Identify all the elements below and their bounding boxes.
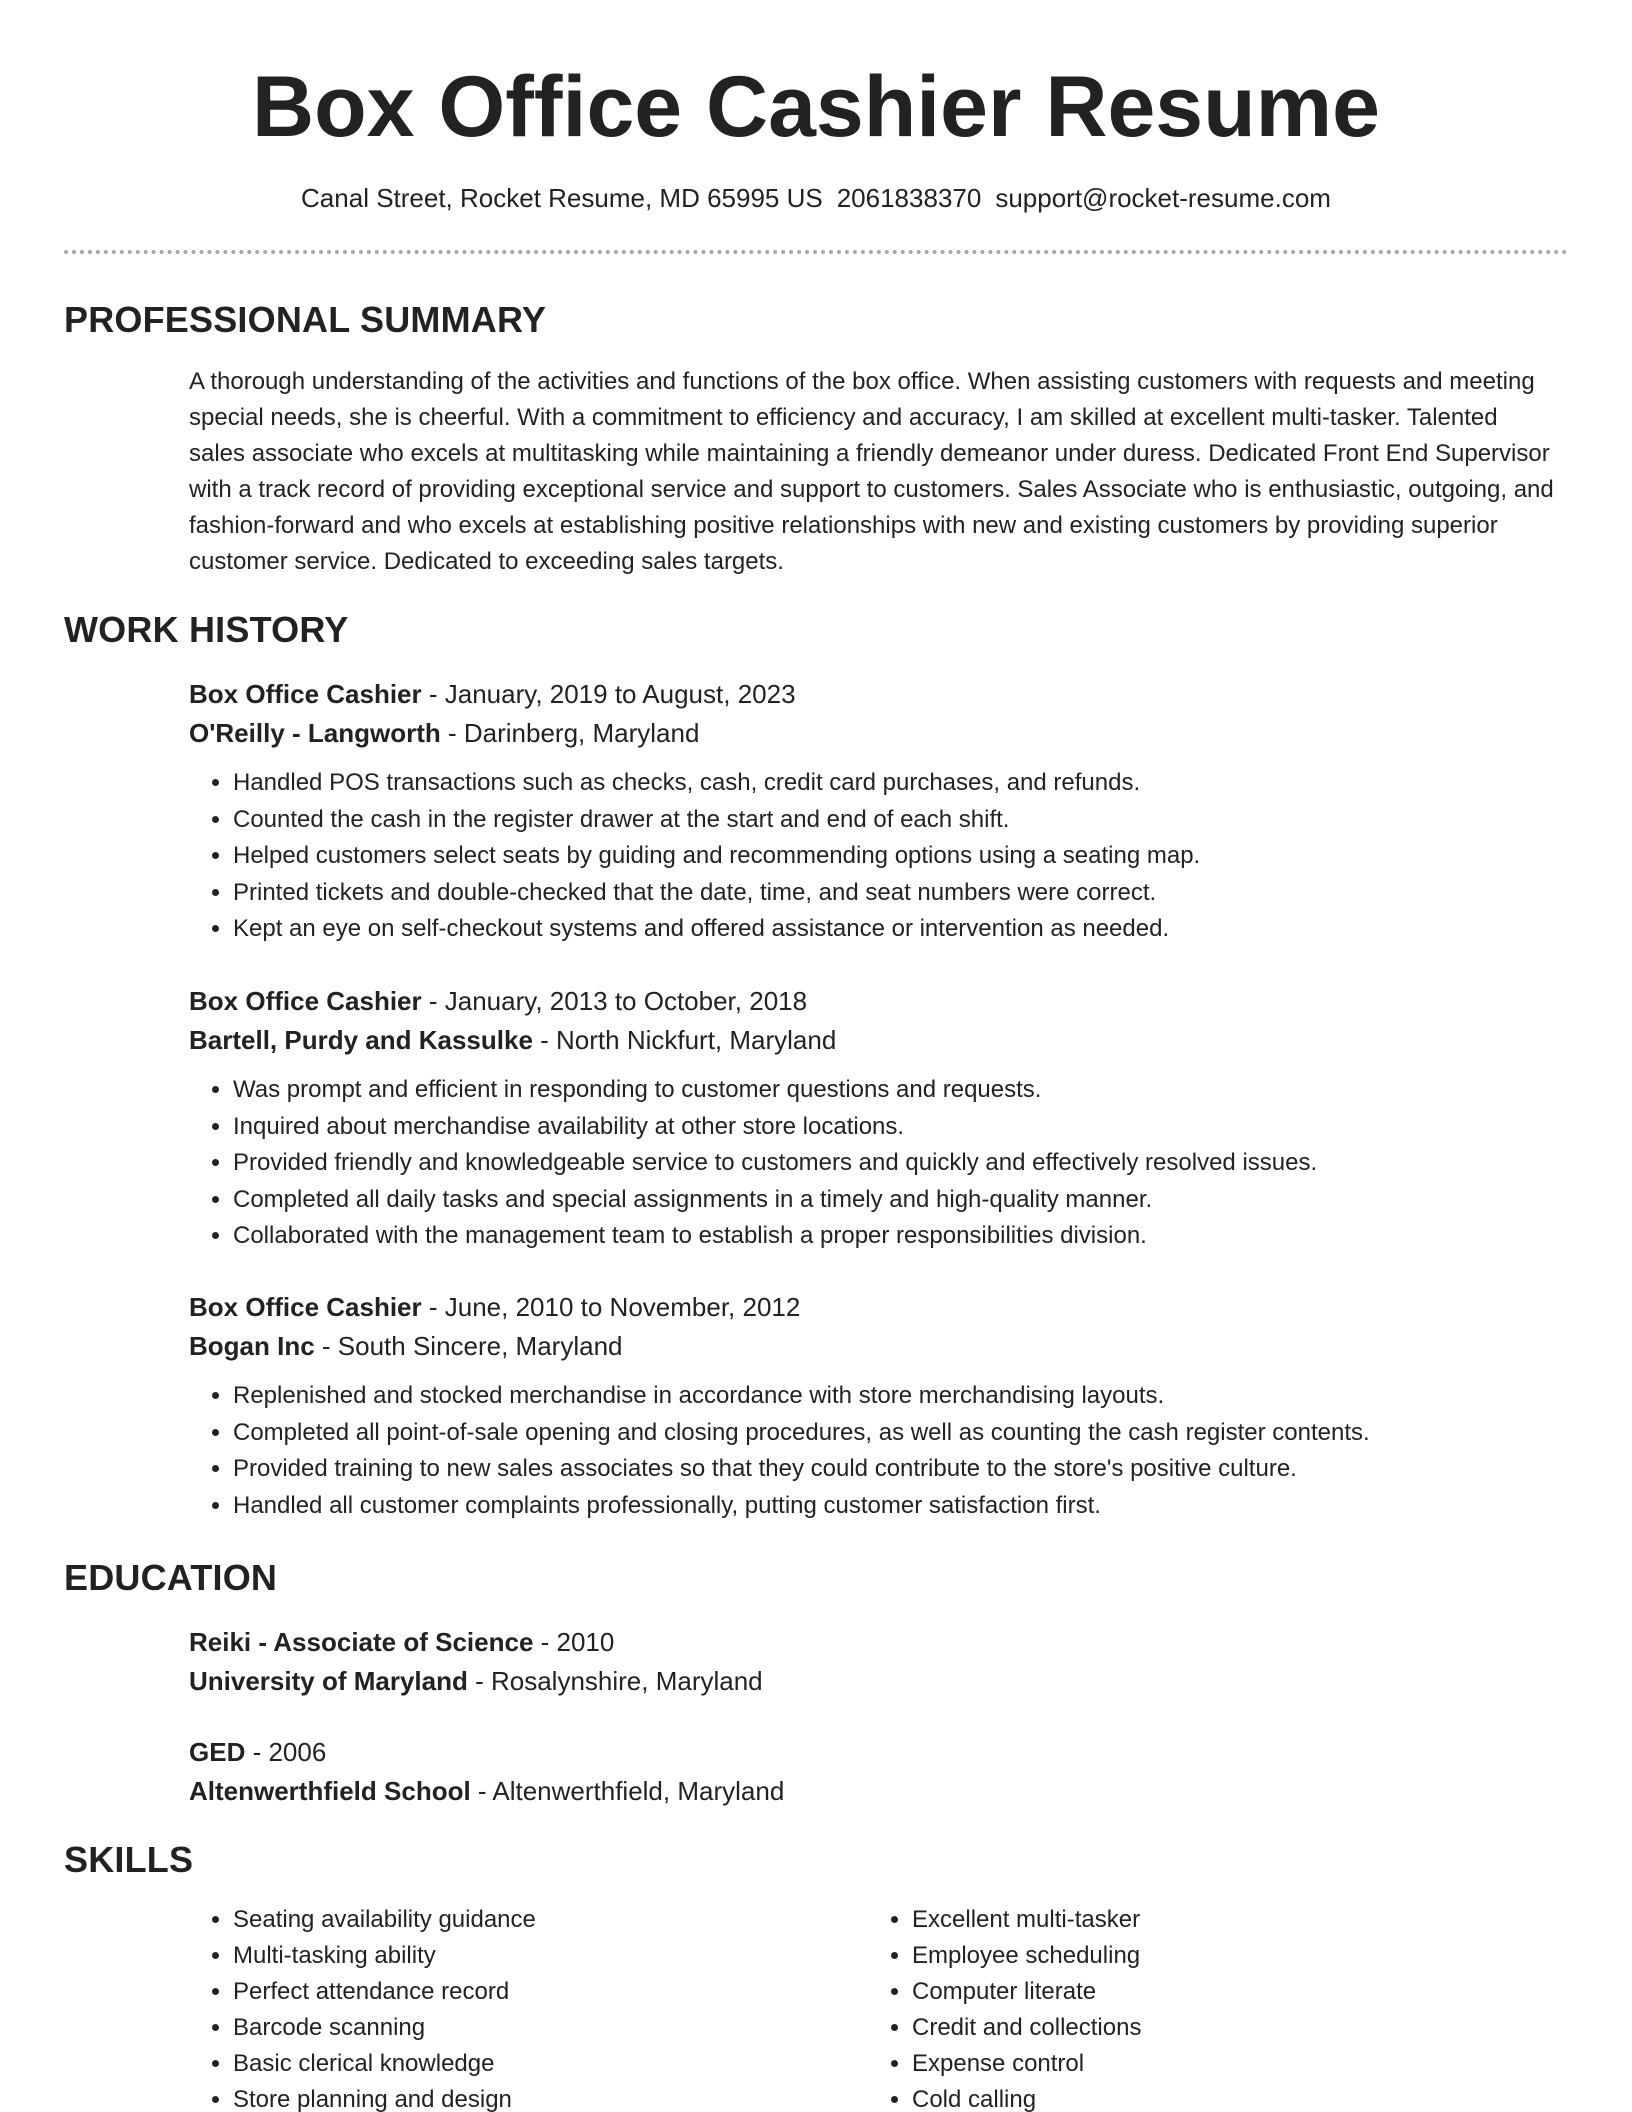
section-title-summary: PROFESSIONAL SUMMARY (64, 299, 547, 340)
degree-line (189, 1733, 1559, 1772)
job-duty: • Provided training to new sales associates so that they could contribute to the store's positive culture. (233, 1451, 1559, 1488)
school-location: - Rosalynshire, Maryland (467, 1666, 763, 1696)
school-line (189, 1662, 1559, 1701)
header-divider (64, 250, 1568, 254)
job-dates: - January, 2019 to August, 2023 (421, 679, 796, 709)
skill-item: • Seating availability guidance (233, 1902, 536, 1938)
work-entry (189, 982, 1559, 1255)
job-duty: • Printed tickets and double-checked that the date, time, and seat numbers were correct. (233, 875, 1559, 912)
job-duty: • Helped customers select seats by guiding and recommending options using a seating map. (233, 838, 1559, 875)
work-entry (189, 675, 1559, 948)
skill-item: • Store planning and design (233, 2082, 536, 2112)
company-name: Bartell, Purdy and Kassulke (189, 1025, 533, 1055)
job-title-line (189, 1288, 1559, 1327)
company-line (189, 1327, 1559, 1366)
skill-item: • Employee scheduling (912, 1938, 1141, 1974)
degree-year: - 2006 (245, 1737, 327, 1767)
section-title-education: EDUCATION (64, 1557, 278, 1598)
job-duty: • Kept an eye on self-checkout systems and offered assistance or intervention as needed. (233, 911, 1559, 948)
skill-item: • Credit and collections (912, 2010, 1141, 2046)
skill-item: • Cold calling (912, 2082, 1141, 2112)
skill-item: • Excellent multi-tasker (912, 1902, 1141, 1938)
company-name: Bogan Inc (189, 1331, 315, 1361)
section-title-work-history: WORK HISTORY (64, 609, 349, 650)
job-duty: • Handled all customer complaints professionally, putting customer satisfaction first. (233, 1488, 1559, 1525)
job-duties (189, 1378, 1559, 1524)
degree-name: Reiki - Associate of Science (189, 1627, 534, 1657)
job-title-line (189, 675, 1559, 714)
school-name: Altenwerthfield School (189, 1776, 471, 1806)
education-entry (189, 1733, 1559, 1811)
company-location: - South Sincere, Maryland (314, 1331, 623, 1361)
resume-title: Box Office Cashier Resume (252, 59, 1380, 155)
job-duties (189, 765, 1559, 948)
school-location: - Altenwerthfield, Maryland (470, 1776, 785, 1806)
summary-text: A thorough understanding of the activities and functions of the box office. When assisting customers with requests and meeting special needs, she is cheerful. With a commitment to efficiency and accuracy, I am skilled at excellent multi-tasker. Talented sales associate who excels at multitasking while maintaining a friendly demeanor under duress. Dedicated Front End Supervisor with a track record of providing exceptional service and support to customers. Sales Associate who is enthusiastic, outgoing, and fashion-forward and who excels at establishing positive relationships with new and existing customers by providing superior customer service. Dedicated to exceeding sales targets. (189, 368, 1554, 575)
job-duty: • Completed all point-of-sale opening and closing procedures, as well as counting the cash register contents. (233, 1415, 1559, 1452)
skill-item: • Computer literate (912, 1974, 1141, 2010)
skill-item: • Perfect attendance record (233, 1974, 536, 2010)
skills-list-right (868, 1902, 1141, 2112)
skill-item: • Expense control (912, 2046, 1141, 2082)
job-duty: • Was prompt and efficient in responding to customer questions and requests. (233, 1072, 1559, 1109)
job-duty: • Provided friendly and knowledgeable service to customers and quickly and effectively resolved issues. (233, 1145, 1559, 1182)
skills-list-left (189, 1902, 536, 2112)
company-line (189, 714, 1559, 753)
education-entry (189, 1623, 1559, 1701)
company-line (189, 1021, 1559, 1060)
contact-line (0, 178, 1632, 218)
degree-year: - 2010 (533, 1627, 615, 1657)
job-title: Box Office Cashier (189, 679, 422, 709)
job-duty: • Collaborated with the management team to establish a proper responsibilities division. (233, 1218, 1559, 1255)
job-duty: • Counted the cash in the register drawer at the start and end of each shift. (233, 802, 1559, 839)
job-duty: • Completed all daily tasks and special assignments in a timely and high-quality manner. (233, 1182, 1559, 1219)
job-duty: • Replenished and stocked merchandise in accordance with store merchandising layouts. (233, 1378, 1559, 1415)
job-dates: - January, 2013 to October, 2018 (421, 986, 808, 1016)
job-title-line (189, 982, 1559, 1021)
job-dates: - June, 2010 to November, 2012 (421, 1292, 801, 1322)
degree-line (189, 1623, 1559, 1662)
section-title-skills: SKILLS (64, 1839, 194, 1880)
job-duty: • Handled POS transactions such as checks, cash, credit card purchases, and refunds. (233, 765, 1559, 802)
job-duty: • Inquired about merchandise availability at other store locations. (233, 1109, 1559, 1146)
company-location: - Darinberg, Maryland (440, 718, 700, 748)
school-name: University of Maryland (189, 1666, 468, 1696)
skill-item: • Basic clerical knowledge (233, 2046, 536, 2082)
skill-item: • Multi-tasking ability (233, 1938, 536, 1974)
degree-name: GED (189, 1737, 246, 1767)
job-duties (189, 1072, 1559, 1255)
job-title: Box Office Cashier (189, 986, 422, 1016)
school-line (189, 1772, 1559, 1811)
contact-address: Canal Street, Rocket Resume, MD 65995 US (301, 183, 823, 213)
contact-phone: 2061838370 (836, 183, 982, 213)
company-name: O'Reilly - Langworth (189, 718, 441, 748)
contact-email: support@rocket-resume.com (995, 183, 1331, 213)
skill-item: • Barcode scanning (233, 2010, 536, 2046)
job-title: Box Office Cashier (189, 1292, 422, 1322)
work-entry (189, 1288, 1559, 1524)
company-location: - North Nickfurt, Maryland (532, 1025, 837, 1055)
